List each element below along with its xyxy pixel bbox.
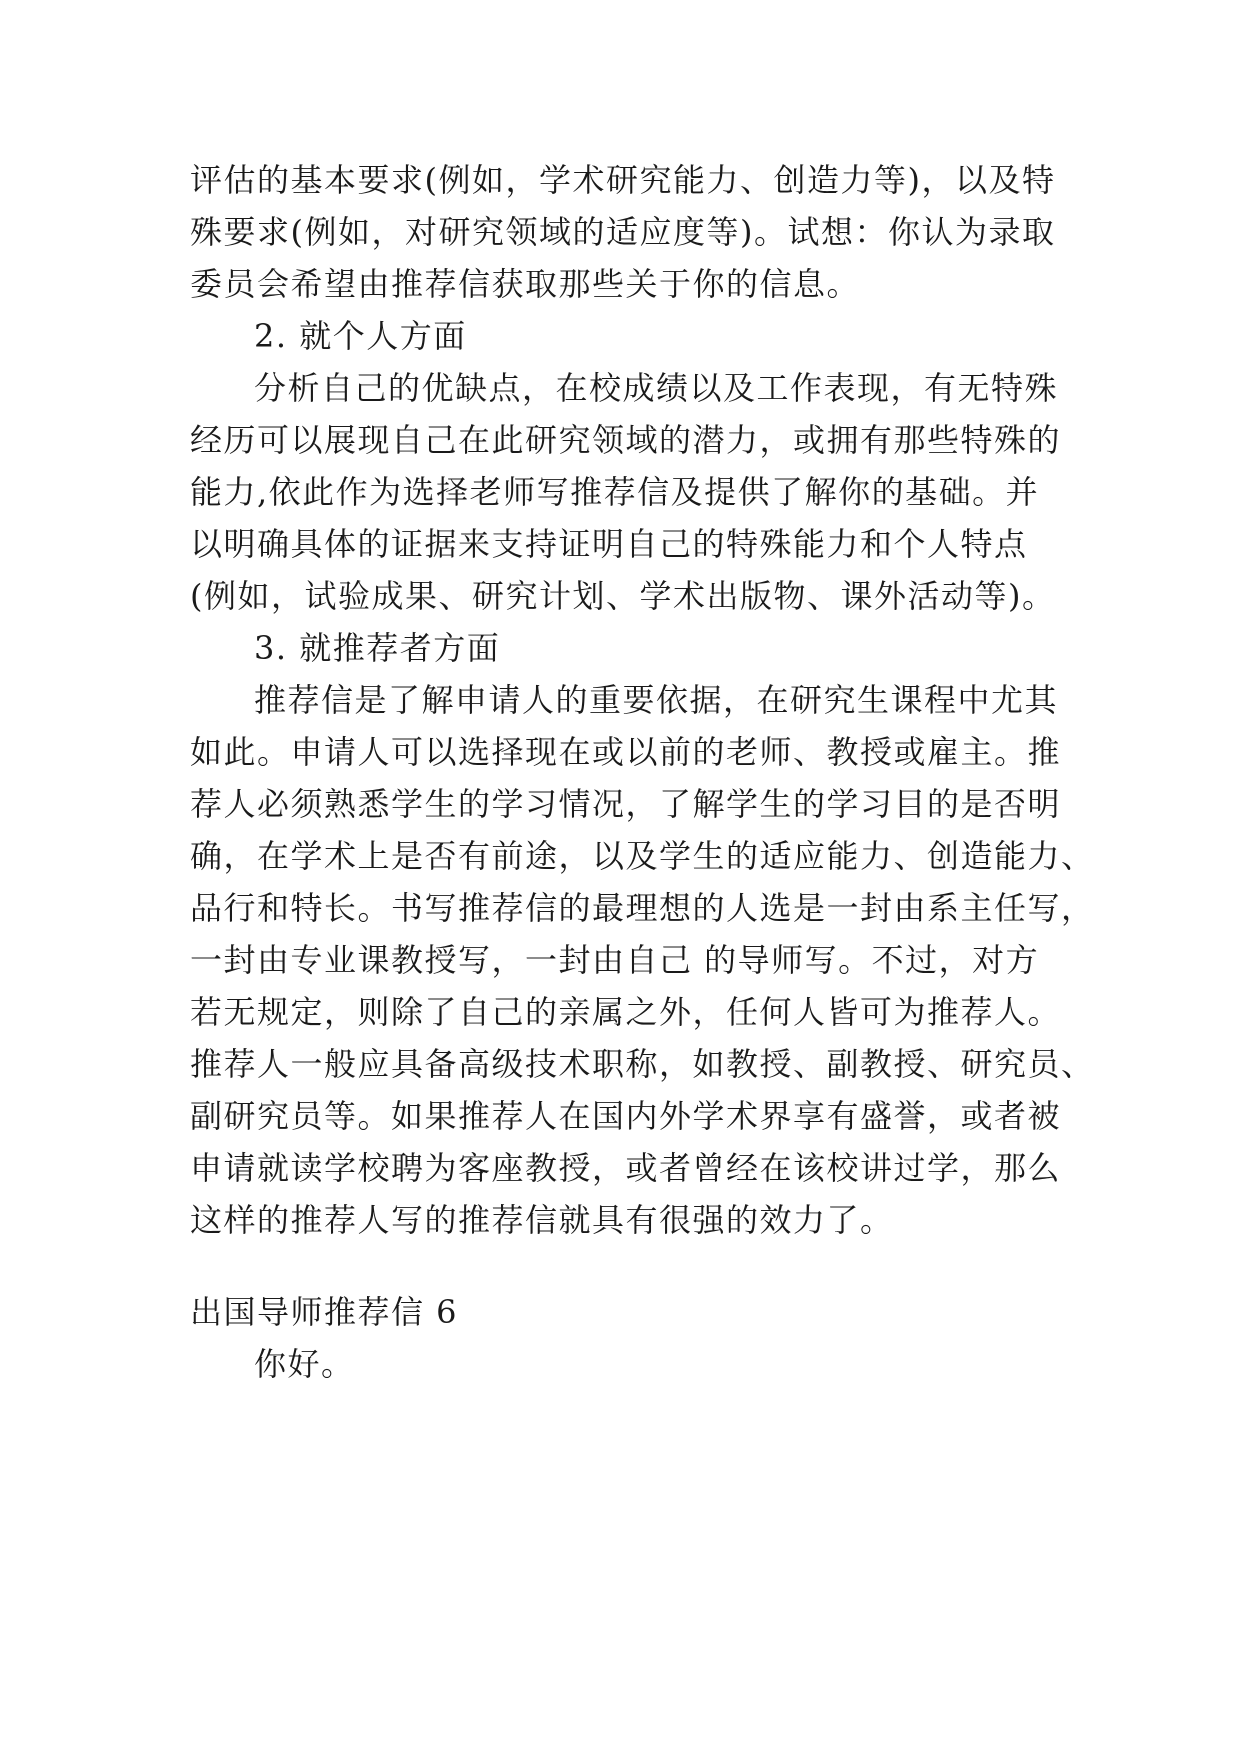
greeting: 你好。 — [254, 1345, 355, 1383]
text-line: 经历可以展现自己在此研究领域的潜力，或拥有那些特殊的 — [190, 421, 1062, 459]
text-line: 如此。申请人可以选择现在或以前的老师、教授或雇主。推 — [190, 733, 1062, 771]
text-line: 推荐人一般应具备高级技术职称，如教授、副教授、研究员、 — [190, 1045, 1095, 1083]
text-line: 若无规定，则除了自己的亲属之外，任何人皆可为推荐人。 — [190, 993, 1062, 1031]
text-line: 品行和特长。书写推荐信的最理想的人选是一封由系主任写， — [190, 889, 1095, 927]
text-line: 推荐信是了解申请人的重要依据，在研究生课程中尤其 — [254, 681, 1059, 719]
text-line: 以明确具体的证据来支持证明自己的特殊能力和个人特点 — [190, 525, 1028, 563]
text-line: 殊要求(例如，对研究领域的适应度等)。试想：你认为录取 — [190, 213, 1056, 251]
document-title: 出国导师推荐信 6 — [190, 1293, 459, 1331]
text-line: 委员会希望由推荐信获取那些关于你的信息。 — [190, 265, 861, 303]
text-line: 一封由专业课教授写，一封由自己 的导师写。不过，对方 — [190, 941, 1040, 979]
text-line: 申请就读学校聘为客座教授，或者曾经在该校讲过学，那么 — [190, 1149, 1062, 1187]
text-line: 能力,依此作为选择老师写推荐信及提供了解你的基础。并 — [190, 473, 1040, 511]
document-page — [190, 160, 1095, 1396]
text-line: 荐人必须熟悉学生的学习情况，了解学生的学习目的是否明 — [190, 785, 1062, 823]
section-heading: 3. 就推荐者方面 — [254, 629, 501, 667]
text-line: 确，在学术上是否有前途，以及学生的适应能力、创造能力、 — [190, 837, 1095, 875]
text-line: 这样的推荐人写的推荐信就具有很强的效力了。 — [190, 1201, 894, 1239]
section-heading: 2. 就个人方面 — [254, 317, 467, 355]
text-line: 评估的基本要求(例如，学术研究能力、创造力等)，以及特 — [190, 161, 1056, 199]
text-line: 副研究员等。如果推荐人在国内外学术界享有盛誉，或者被 — [190, 1097, 1062, 1135]
text-line: 分析自己的优缺点，在校成绩以及工作表现，有无特殊 — [254, 369, 1059, 407]
text-line: (例如，试验成果、研究计划、学术出版物、课外活动等)。 — [190, 577, 1056, 615]
